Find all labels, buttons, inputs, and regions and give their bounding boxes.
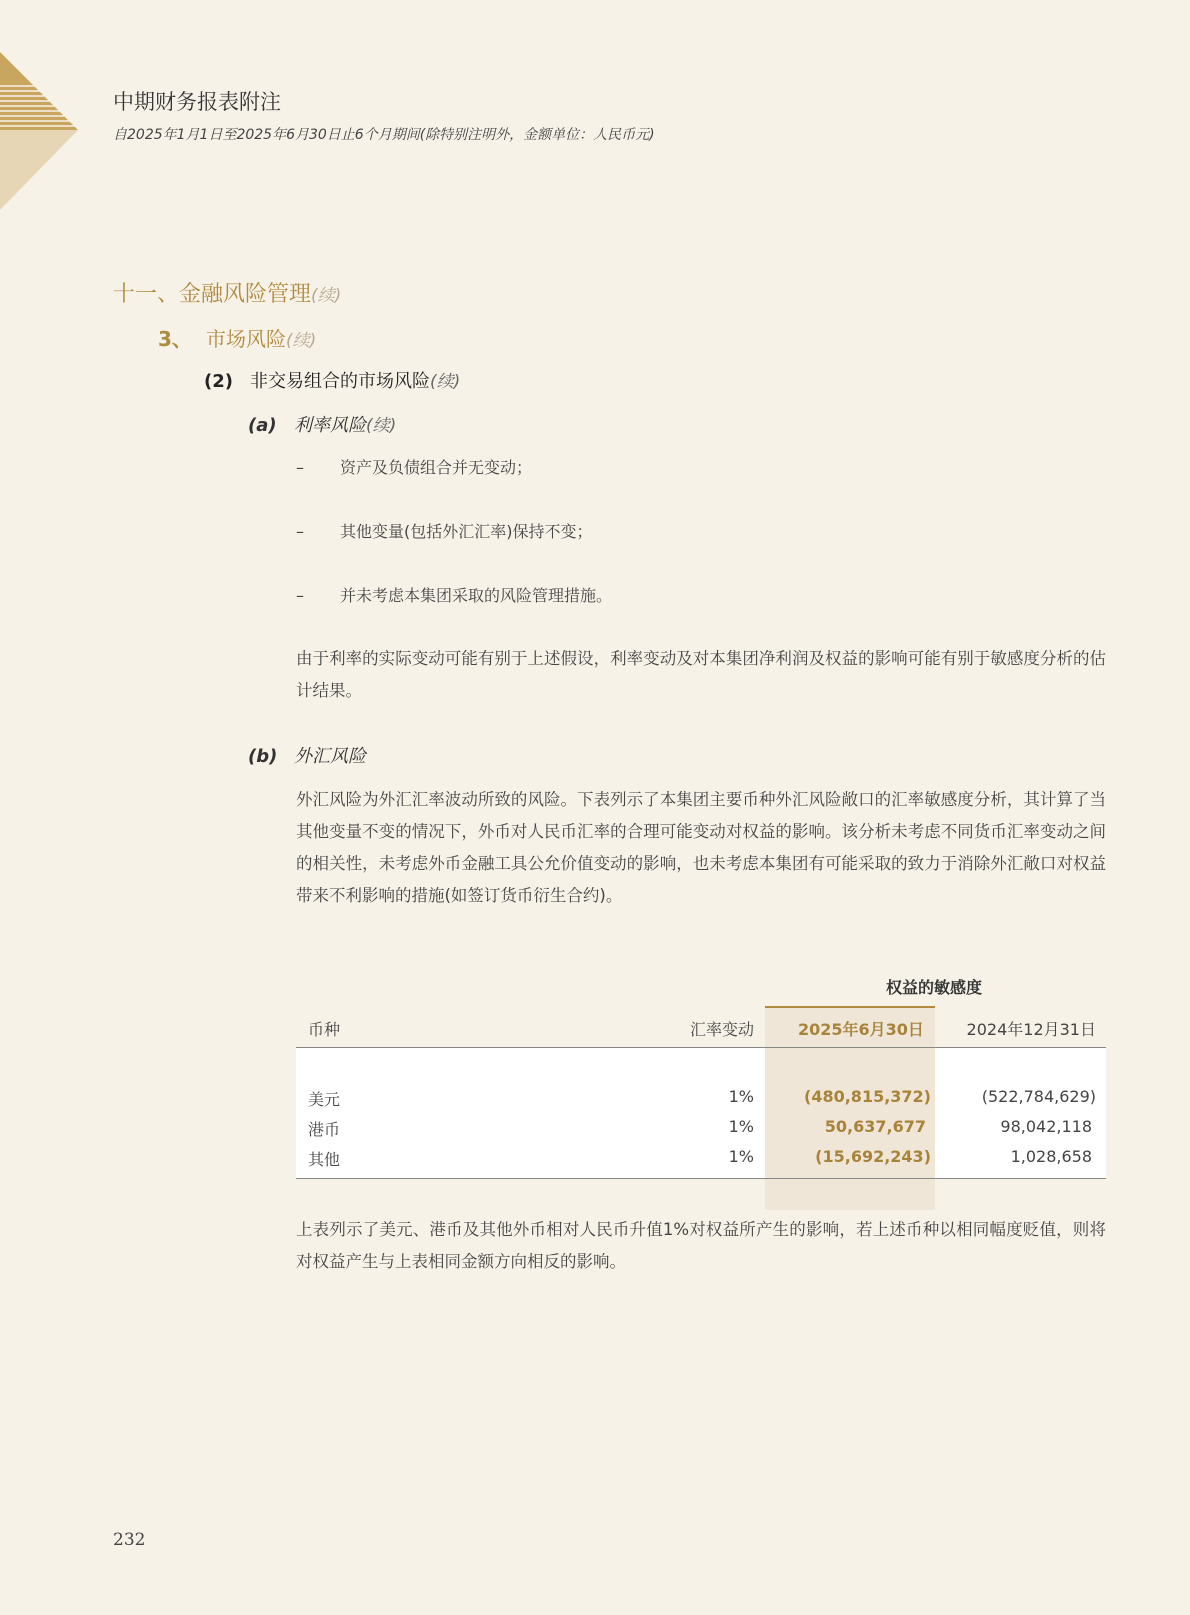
paragraph-rate-note: 由于利率的实际变动可能有别于上述假设，利率变动及对本集团净利润及权益的影响可能有别于敏感度分析的估计结果。 — [296, 649, 1106, 700]
section-title: 市场风险 — [206, 327, 286, 351]
cell-currency: 港币 — [308, 1120, 341, 1139]
header-subtitle: 自2025年1月1日至2025年6月30日止6个月期间(除特别注明外，金额单位：人民币元) — [113, 127, 655, 143]
bullet-dash: – — [296, 522, 304, 541]
table-header-currency: 币种 — [308, 1020, 341, 1039]
table-bottom-rule — [296, 1178, 1106, 1179]
page-number: 232 — [113, 1530, 146, 1550]
highlight-column-top-rule — [765, 1006, 935, 1008]
table-group-header: 权益的敏感度 — [886, 978, 983, 997]
cell-prior-value: 98,042,118 — [1000, 1117, 1092, 1136]
cell-current-value: (15,692,243) — [815, 1147, 931, 1166]
cell-currency: 其他 — [308, 1150, 341, 1169]
header-title: 中期财务报表附注 — [113, 90, 281, 114]
bullet-text: 并未考虑本集团采取的风险管理措施。 — [340, 586, 613, 605]
bullet-text: 其他变量(包括外汇汇率)保持不变； — [340, 522, 593, 541]
bullet-dash: – — [296, 458, 304, 477]
section-number: (2) — [204, 371, 233, 392]
cell-rate-change: 1% — [728, 1147, 754, 1166]
paragraph-fx-description: 外汇风险为外汇汇率波动所致的风险。下表列示了本集团主要币种外汇风险敞口的汇率敏感度分析，其计算了当其他变量不变的情况下，外币对人民币汇率的合理可能变动对权益的影响。该分析未考虑不同货币汇率变动之间的相关性，未考虑外币金融工具公允价值变动的影响，也未考虑本集团有可能采取的致力于消除外汇敞口对权益带来不利影响的措施(如签订货币衍生合约)。 — [296, 790, 1106, 905]
section-title: 利率风险 — [294, 415, 366, 436]
section-title: 非交易组合的市场风险 — [250, 371, 430, 392]
table-row — [296, 1117, 1106, 1147]
section-number: 3、 — [158, 327, 192, 351]
table-header-rule — [296, 1047, 1106, 1048]
section-number: 十一、 — [113, 282, 180, 307]
cell-prior-value: (522,784,629) — [981, 1087, 1096, 1106]
table-header-current-period: 2025年6月30日 — [798, 1020, 924, 1039]
section-title: 外汇风险 — [294, 746, 366, 767]
bullet-dash: – — [296, 586, 304, 605]
section-heading-non-trading — [204, 367, 460, 393]
list-item — [296, 455, 532, 478]
section-heading-financial-risk — [113, 277, 341, 308]
section-number: (a) — [248, 415, 277, 436]
bullet-text: 资产及负债组合并无变动； — [340, 458, 533, 477]
cell-current-value: (480,815,372) — [804, 1087, 931, 1106]
section-heading-interest-rate — [248, 411, 396, 437]
list-item — [296, 519, 593, 542]
continued-label: (续) — [430, 372, 461, 392]
continued-label: (续) — [366, 416, 397, 436]
cell-rate-change: 1% — [728, 1117, 754, 1136]
section-title: 金融风险管理 — [179, 282, 312, 307]
cell-current-value: 50,637,677 — [824, 1117, 926, 1136]
continued-label: (续) — [286, 331, 317, 351]
cell-prior-value: 1,028,658 — [1010, 1147, 1092, 1166]
corner-decoration — [0, 0, 80, 212]
section-number: (b) — [248, 746, 278, 767]
table-header-rate-change: 汇率变动 — [689, 1020, 754, 1039]
section-heading-fx-risk — [248, 742, 366, 768]
cell-rate-change: 1% — [728, 1087, 754, 1106]
table-row — [296, 1147, 1106, 1177]
paragraph-after-table: 上表列示了美元、港币及其他外币相对人民币升值1%对权益所产生的影响，若上述币种以相同幅度贬值，则将对权益产生与上表相同金额方向相反的影响。 — [296, 1220, 1106, 1271]
table-row — [296, 1087, 1106, 1117]
section-heading-market-risk — [158, 323, 316, 352]
list-item — [296, 583, 612, 606]
table-header-prior-period: 2024年12月31日 — [966, 1020, 1096, 1039]
continued-label: (续) — [311, 286, 342, 306]
cell-currency: 美元 — [308, 1090, 341, 1109]
